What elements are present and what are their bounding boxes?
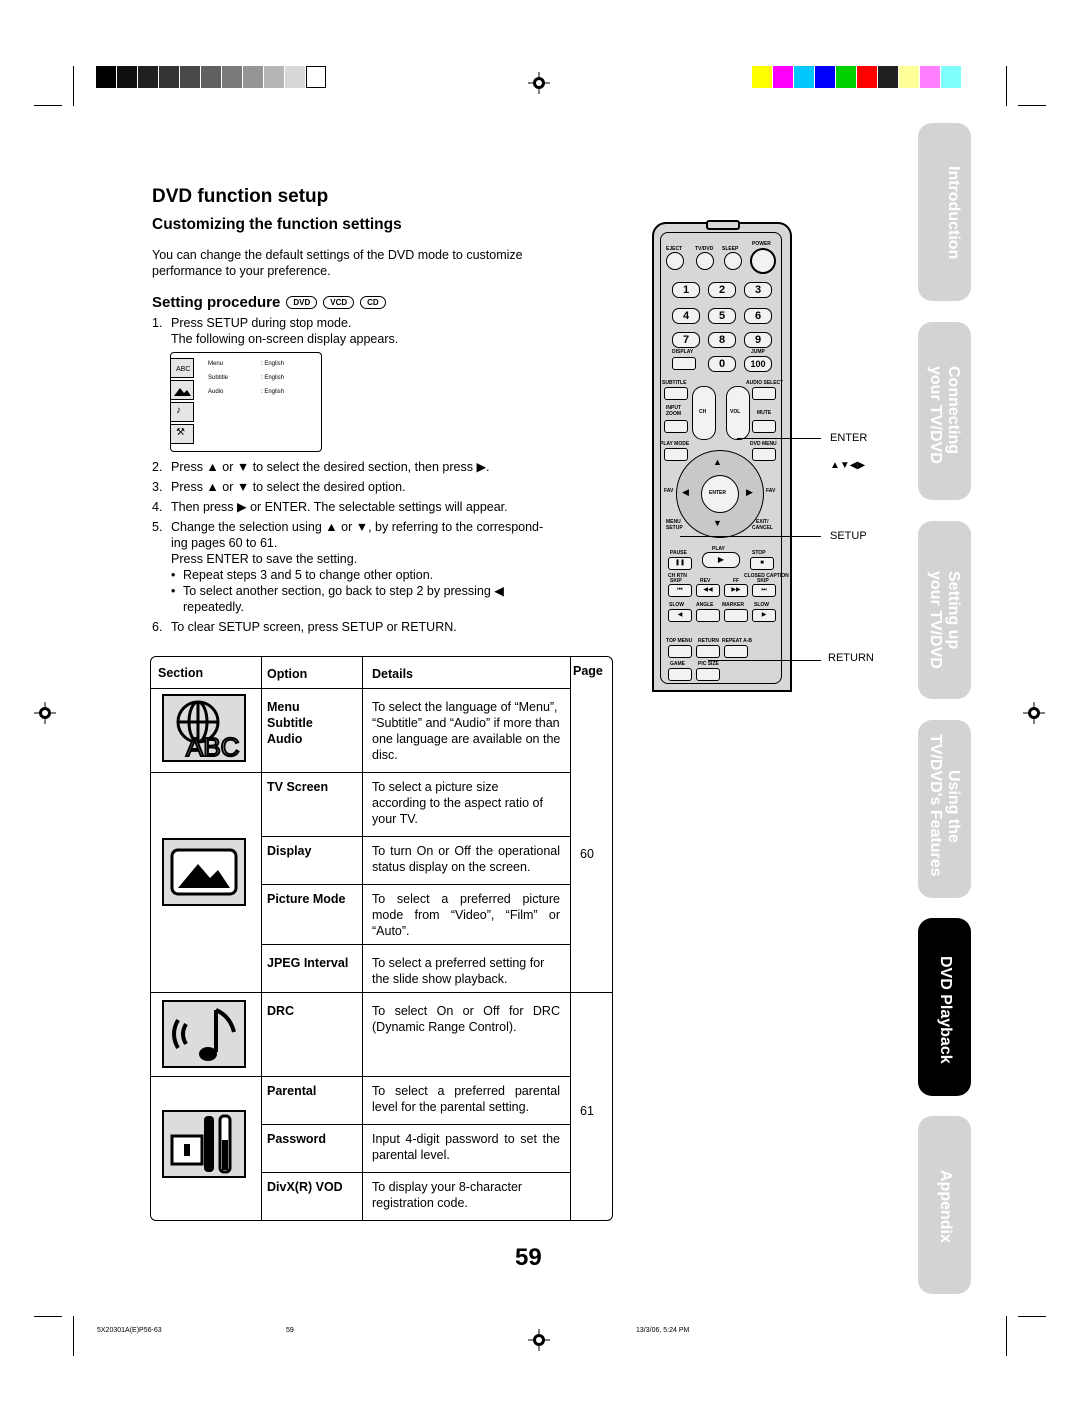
audio-section-icon xyxy=(162,1000,246,1068)
step-1: 1. Press SETUP during stop mode. The following on-screen display appears. xyxy=(152,316,399,346)
step-4: 4. Then press ▶ or ENTER. The selectable settings will appear. xyxy=(152,500,508,514)
remote-label: CLOSED CAPTION xyxy=(744,573,789,579)
tab-using-features[interactable] xyxy=(918,720,971,898)
remote-label: TV/DVD xyxy=(695,246,714,252)
angle-button[interactable] xyxy=(696,609,720,622)
slow-forward-button[interactable]: ▶ xyxy=(752,609,776,622)
tvdvd-button[interactable] xyxy=(696,252,714,270)
remote-label: PLAY xyxy=(712,546,725,552)
callout-line xyxy=(680,536,821,537)
osd-value: : English xyxy=(261,375,285,381)
details-divx-vod: To display your 8-character registration code. xyxy=(372,1180,523,1210)
parental-section-icon xyxy=(162,1110,246,1178)
repeat-button[interactable] xyxy=(724,645,748,658)
stop-button[interactable]: ■ xyxy=(750,557,774,570)
remote-control-illustration xyxy=(652,222,792,692)
remote-label: SLOW xyxy=(754,602,769,608)
col-header-option: Option xyxy=(267,667,308,681)
tab-label: Connecting xyxy=(945,366,962,454)
gray-swatch xyxy=(306,66,326,88)
tab-label: Appendix xyxy=(937,1170,954,1243)
gray-swatch xyxy=(243,66,263,88)
left-arrow-icon[interactable]: ◀ xyxy=(682,487,689,497)
subtitle-button[interactable] xyxy=(664,387,688,400)
marker-button[interactable] xyxy=(724,609,748,622)
remote-label: JUMP xyxy=(751,349,765,355)
osd-value: : English xyxy=(261,389,285,395)
footer-left: 5X20301A(E)P56-63 xyxy=(97,1327,162,1334)
remote-label: PAUSE xyxy=(670,550,687,556)
power-button[interactable] xyxy=(750,248,776,274)
key-9[interactable]: 9 xyxy=(744,332,772,348)
return-button[interactable] xyxy=(696,645,720,658)
remote-label: SKIP xyxy=(670,578,682,584)
remote-label: DVD MENU xyxy=(750,441,777,447)
display-button[interactable] xyxy=(672,357,696,370)
language-section-icon xyxy=(162,694,246,762)
right-arrow-icon[interactable]: ▶ xyxy=(746,487,753,497)
key-7[interactable]: 7 xyxy=(672,332,700,348)
callout-return: RETURN xyxy=(828,652,874,664)
remote-label: AUDIO SELECT xyxy=(746,380,784,386)
sleep-button[interactable] xyxy=(724,252,742,270)
tab-label: Using the xyxy=(945,770,962,843)
remote-label: FAV xyxy=(766,488,776,494)
tab-appendix[interactable] xyxy=(918,1116,971,1294)
tab-setting-up[interactable] xyxy=(918,521,971,699)
gray-swatch xyxy=(117,66,137,88)
cd-badge: CD xyxy=(360,296,386,309)
color-swatch xyxy=(752,66,772,88)
col-header-page: Page xyxy=(573,664,603,678)
skip-back-button[interactable]: ⏮ xyxy=(668,584,692,597)
details-tv-screen: To select a picture size according to the aspect ratio of your TV. xyxy=(372,780,543,826)
color-swatch xyxy=(899,66,919,88)
tab-label: DVD Playback xyxy=(937,956,954,1064)
col-header-details: Details xyxy=(372,667,413,681)
fast-forward-button[interactable]: ▶▶ xyxy=(724,584,748,597)
color-swatch xyxy=(836,66,856,88)
callout-setup: SETUP xyxy=(830,530,867,542)
details-password: Input 4-digit password to set the parental level. xyxy=(372,1132,560,1162)
option-audio: Audio xyxy=(267,732,303,746)
option-drc: DRC xyxy=(267,1004,295,1018)
step-3: 3. Press ▲ or ▼ to select the desired option. xyxy=(152,480,406,494)
remote-label: PIC SIZE xyxy=(698,661,719,667)
remote-label: REV xyxy=(700,578,711,584)
audio-select-button[interactable] xyxy=(752,387,776,400)
remote-label: SKIP xyxy=(757,578,769,584)
tab-label: your TV/DVD xyxy=(927,571,944,669)
key-2[interactable]: 2 xyxy=(708,282,736,298)
option-display: Display xyxy=(267,844,312,858)
crosshair-icon xyxy=(1023,702,1045,724)
option-menu: Menu xyxy=(267,700,300,714)
crosshair-icon xyxy=(528,72,550,94)
osd-row: Subtitle xyxy=(208,375,229,381)
color-swatch xyxy=(815,66,835,88)
remote-label: CH xyxy=(699,409,707,415)
mute-button[interactable] xyxy=(752,420,776,433)
remote-label: CH RTN xyxy=(668,573,687,579)
details-drc: To select On or Off for DRC (Dynamic Range Control). xyxy=(372,1004,560,1034)
option-password: Password xyxy=(267,1132,327,1146)
details-picture-mode: To select a preferred picture mode from “Video”, “Film” or “Auto”. xyxy=(372,892,560,938)
remote-label: SETUP xyxy=(666,525,683,531)
option-tv-screen: TV Screen xyxy=(267,780,329,794)
key-8[interactable]: 8 xyxy=(708,332,736,348)
remote-label: INPUT xyxy=(666,405,681,411)
remote-label: ZOOM xyxy=(666,411,681,417)
remote-label: POWER xyxy=(752,241,771,247)
gray-swatch xyxy=(201,66,221,88)
page-number: 59 xyxy=(515,1244,542,1271)
osd-value: : English xyxy=(261,361,285,367)
gray-swatch xyxy=(180,66,200,88)
details-parental: To select a preferred parental level for the parental setting. xyxy=(372,1084,560,1114)
gray-swatch xyxy=(222,66,242,88)
callout-line xyxy=(708,660,821,661)
key-100[interactable]: 100 xyxy=(744,356,772,372)
tab-connecting[interactable] xyxy=(918,322,971,500)
callout-arrows: ▲▼◀▶ xyxy=(830,460,866,471)
option-picture-mode: Picture Mode xyxy=(267,892,346,906)
remote-label: MUTE xyxy=(757,410,772,416)
step-5: 5. Change the selection using ▲ or ▼, by referring to the correspond- ing pages 60 to 61. Press ENTER to save the setting. • Repeat steps 3 and 5 to change other option. • To select another section, go back to step 2 by pressing ◀ repeatedly. xyxy=(152,520,544,614)
footer-right: 13/3/06, 5:24 PM xyxy=(636,1327,690,1334)
key-0[interactable]: 0 xyxy=(708,356,736,372)
remote-label: SUBTITLE xyxy=(662,380,687,386)
eject-button[interactable] xyxy=(666,252,684,270)
color-swatch xyxy=(920,66,940,88)
intro-text: You can change the default settings of the DVD mode to customize performance to your preference. xyxy=(152,248,523,278)
picture-icon xyxy=(170,380,194,400)
remote-label: GAME xyxy=(670,661,685,667)
option-jpeg-interval: JPEG Interval xyxy=(267,956,349,970)
crosshair-icon xyxy=(34,702,56,724)
gray-swatch xyxy=(96,66,116,88)
remote-label: ENTER xyxy=(709,490,726,496)
key-5[interactable]: 5 xyxy=(708,308,736,324)
step-6: 6. To clear SETUP screen, press SETUP or RETURN. xyxy=(152,620,457,634)
details-language: To select the language of “Menu”, “Subtitle” and “Audio” if more than one language are available on the disc. xyxy=(372,700,561,762)
remote-label: PLAY MODE xyxy=(660,441,690,447)
down-arrow-icon[interactable]: ▼ xyxy=(713,518,722,528)
tab-label: your TV/DVD xyxy=(927,366,944,464)
tab-label: TV/DVD's Features xyxy=(927,734,944,877)
remote-label: DISPLAY xyxy=(672,349,694,355)
color-swatch xyxy=(773,66,793,88)
remote-label: ANGLE xyxy=(696,602,714,608)
key-3[interactable]: 3 xyxy=(744,282,772,298)
tab-label: Introduction xyxy=(945,166,962,260)
option-parental: Parental xyxy=(267,1084,317,1098)
remote-label: FAV xyxy=(664,488,674,494)
details-display: To turn On or Off the operational status display on the screen. xyxy=(372,844,560,874)
remote-label: FF xyxy=(733,578,740,584)
remote-label: VOL xyxy=(730,409,741,415)
remote-label: TOP MENU xyxy=(666,638,693,644)
page-ref-61: 61 xyxy=(580,1104,594,1118)
page-title: DVD function setup xyxy=(152,186,329,207)
gray-swatch xyxy=(264,66,284,88)
callout-line xyxy=(737,438,821,439)
picture-section-icon xyxy=(162,838,246,906)
footer-center: 59 xyxy=(286,1327,294,1334)
callout-enter: ENTER xyxy=(830,432,868,444)
remote-label: REPEAT A-B xyxy=(722,638,752,644)
audio-icon: ♪ xyxy=(170,402,194,422)
gray-swatch xyxy=(285,66,305,88)
tab-dvd-playback[interactable] xyxy=(918,918,971,1096)
play-mode-button[interactable] xyxy=(664,448,688,461)
top-menu-button[interactable] xyxy=(668,645,692,658)
crosshair-icon xyxy=(528,1329,550,1351)
gray-swatch xyxy=(159,66,179,88)
gray-swatch xyxy=(138,66,158,88)
remote-label: MARKER xyxy=(722,602,744,608)
skip-forward-button[interactable]: ⏭ xyxy=(752,584,776,597)
setting-procedure-heading xyxy=(152,294,386,311)
osd-row: Menu xyxy=(208,361,224,367)
dvd-badge: DVD xyxy=(286,296,317,309)
svg-text:ABC: ABC xyxy=(186,732,240,760)
color-swatch xyxy=(794,66,814,88)
pause-button[interactable]: ❚❚ xyxy=(668,557,692,570)
rewind-button[interactable]: ◀◀ xyxy=(696,584,720,597)
up-arrow-icon[interactable]: ▲ xyxy=(713,457,722,467)
key-1[interactable]: 1 xyxy=(672,282,700,298)
setting-procedure-label: Setting procedure xyxy=(152,294,281,311)
remote-label: CANCEL xyxy=(752,525,773,531)
tab-label: Setting up xyxy=(945,571,962,650)
section-subtitle: Customizing the function settings xyxy=(152,216,402,233)
remote-label: EXIT/ xyxy=(756,519,769,525)
col-header-section: Section xyxy=(158,666,204,680)
key-4[interactable]: 4 xyxy=(672,308,700,324)
remote-label: RETURN xyxy=(698,638,719,644)
remote-label: MENU xyxy=(666,519,681,525)
remote-label: SLEEP xyxy=(722,246,739,252)
option-subtitle: Subtitle xyxy=(267,716,313,730)
page-ref-60: 60 xyxy=(580,847,594,861)
slow-back-button[interactable]: ◀ xyxy=(668,609,692,622)
option-divx-vod: DivX(R) VOD xyxy=(267,1180,343,1194)
vcd-badge: VCD xyxy=(323,296,354,309)
tab-introduction[interactable] xyxy=(918,123,971,301)
game-button[interactable] xyxy=(668,668,692,681)
pic-size-button[interactable] xyxy=(696,668,720,681)
details-jpeg-interval: To select a preferred setting for the slide show playback. xyxy=(372,956,545,986)
remote-label: STOP xyxy=(752,550,766,556)
color-swatch xyxy=(878,66,898,88)
remote-label: EJECT xyxy=(666,246,683,252)
osd-row: Audio xyxy=(208,389,224,395)
language-icon: ABC xyxy=(170,358,194,378)
key-6[interactable]: 6 xyxy=(744,308,772,324)
color-swatch xyxy=(941,66,961,88)
dvd-menu-button[interactable] xyxy=(752,448,776,461)
remote-label: SLOW xyxy=(669,602,684,608)
play-button[interactable]: ▶ xyxy=(702,552,740,568)
parental-icon: ⚒ xyxy=(170,424,194,444)
color-swatch xyxy=(857,66,877,88)
input-button[interactable] xyxy=(664,420,688,433)
step-2: 2. Press ▲ or ▼ to select the desired section, then press ▶. xyxy=(152,460,490,474)
